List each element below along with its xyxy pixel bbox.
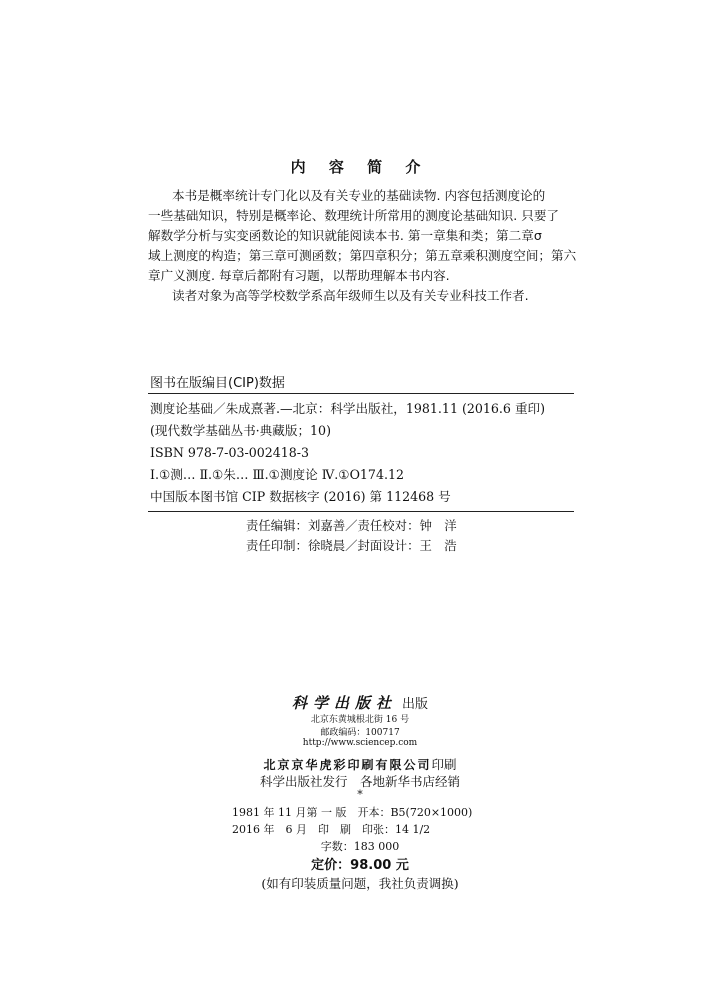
cip-heading: 图书在版编目(CIP)数据 [150, 376, 285, 391]
publisher-name: 科学出版社 [291, 694, 397, 712]
publisher-url: http://www.sciencep.com [302, 738, 418, 748]
publisher-suffix: 出版 [402, 697, 429, 712]
cip-line-2: (现代数学基础丛书·典藏版；10) [150, 423, 331, 438]
summary-line-5: 章广义测度. 每章后都附有习题，以帮助理解本书内容. [148, 268, 450, 283]
distribution-line: 科学出版社发行 各地新华书店经销 [259, 774, 460, 789]
cip-bottom-rule [148, 511, 574, 512]
staff-printing-design: 责任印制：徐晓晨／封面设计：王 浩 [246, 538, 457, 553]
summary-line-1: 本书是概率统计专门化以及有关专业的基础读物. 内容包括测度论的 [172, 188, 546, 203]
publisher-line [0, 692, 720, 713]
quality-note: (如有印装质量问题，我社负责调换) [261, 876, 459, 891]
summary-line-6: 读者对象为高等学校数学系高年级师生以及有关专业科技工作者. [172, 288, 529, 303]
printer-suffix: 印刷 [431, 757, 457, 772]
staff-editors: 责任编辑：刘嘉善／责任校对：钟 洋 [246, 518, 457, 533]
printing-info: 2016 年 6 月 印 刷 印张：14 1/2 [232, 823, 431, 836]
summary-line-2: 一些基础知识，特别是概率论、数理统计所常用的测度论基础知识. 只要了 [148, 208, 560, 223]
edition-info: 1981 年 11 月第 一 版 开本：B5(720×1000) [232, 806, 473, 819]
price: 定价：98.00 元 [311, 858, 409, 873]
cip-top-rule [148, 393, 574, 394]
publisher-address: 北京东黄城根北街 16 号 [310, 715, 410, 725]
summary-title: 内 容 简 介 [290, 158, 430, 176]
cip-classification: Ⅰ.①测… Ⅱ.①朱… Ⅲ.①测度论 Ⅳ.①O174.12 [150, 467, 404, 482]
summary-line-4: 域上测度的构造；第三章可测函数；第四章积分；第五章乘积测度空间；第六 [148, 248, 577, 263]
cip-line-1: 测度论基础／朱成熹著.—北京：科学出版社，1981.11 (2016.6 重印) [150, 401, 546, 416]
cip-isbn: ISBN 978-7-03-002418-3 [150, 445, 310, 460]
cip-record-number: 中国版本图书馆 CIP 数据核字 (2016) 第 112468 号 [150, 489, 451, 504]
word-count: 字数：183 000 [320, 840, 400, 853]
printer-name: 北京京华虎彩印刷有限公司 [263, 758, 432, 772]
printer-line [0, 754, 720, 773]
publisher-postcode: 邮政编码：100717 [320, 728, 400, 738]
separator-star: * [357, 788, 363, 801]
summary-line-3: 解数学分析与实变函数论的知识就能阅读本书. 第一章集和类；第二章σ [148, 228, 542, 243]
